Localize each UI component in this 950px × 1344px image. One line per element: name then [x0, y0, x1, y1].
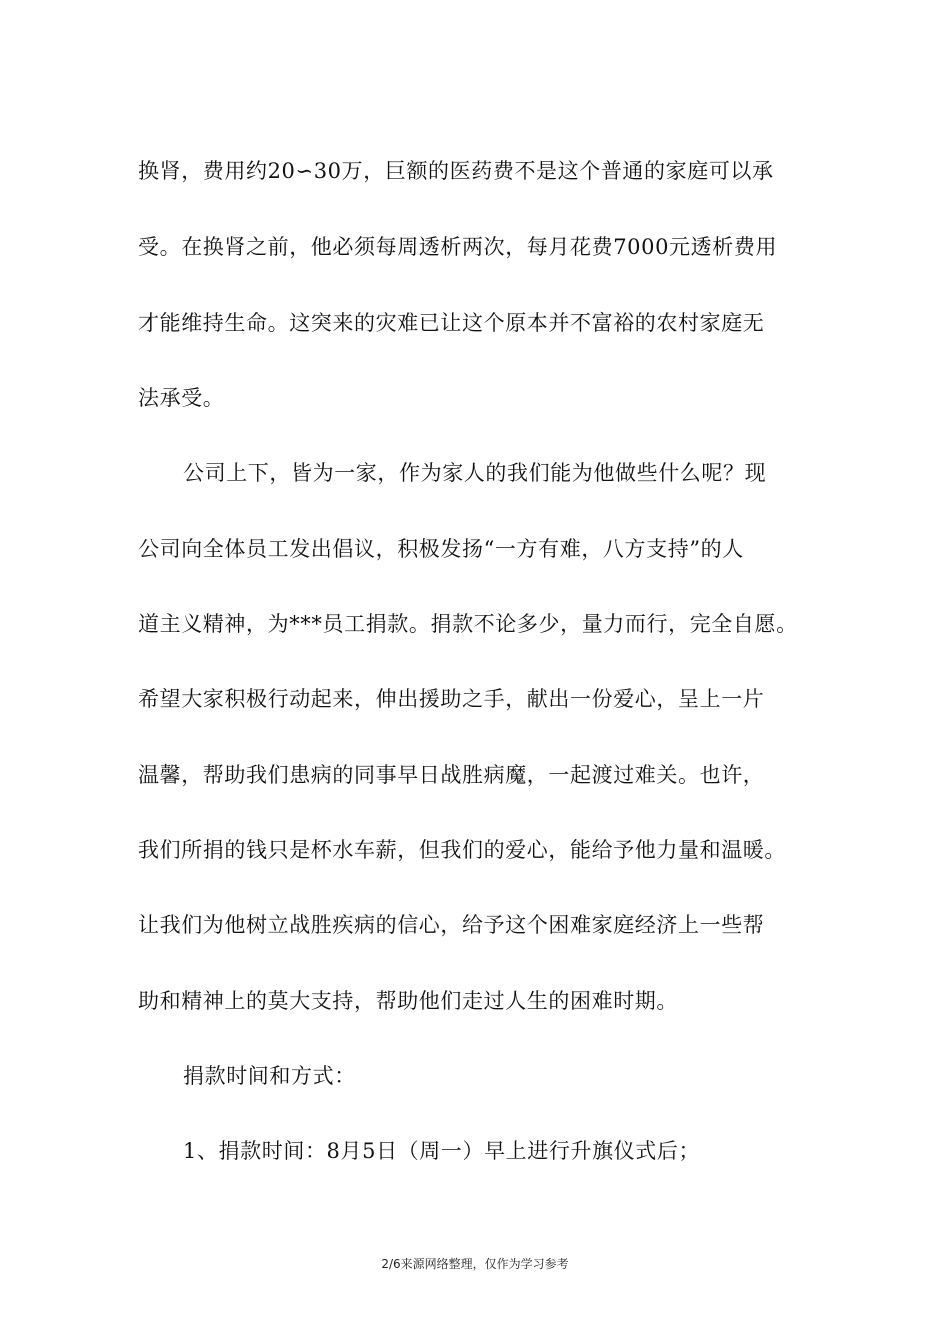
body-text-line: 我们所捐的钱只是杯水车薪，但我们的爱心，能给予他力量和温暖。 [138, 838, 786, 862]
list-item: 1、捐款时间：8月5日（周一）早上进行升旗仪式后； [183, 1139, 701, 1163]
body-text-line: 换肾，费用约20∽30万，巨额的医药费不是这个普通的家庭可以承 [138, 159, 774, 183]
body-text-line: 才能维持生命。这突来的灾难已让这个原本并不富裕的农村家庭无 [138, 311, 765, 335]
body-text-line: 受。在换肾之前，他必须每周透析两次，每月花费7000元透析费用 [138, 235, 778, 259]
body-text-line: 道主义精神，为***员工捐款。捐款不论多少，量力而行，完全自愿。 [138, 612, 798, 636]
body-text-line: 助和精神上的莫大支持，帮助他们走过人生的困难时期。 [138, 989, 678, 1013]
body-text-line: 温馨，帮助我们患病的同事早日战胜病魔，一起渡过难关。也许， [138, 763, 765, 787]
section-heading: 捐款时间和方式： [183, 1064, 356, 1088]
page-footer: 2/6来源网络整理，仅作为学习参考 [381, 1257, 569, 1271]
body-text-line: 公司上下，皆为一家，作为家人的我们能为他做些什么呢？现 [183, 461, 767, 485]
body-text-line: 让我们为他树立战胜疾病的信心，给予这个困难家庭经济上一些帮 [138, 913, 765, 937]
body-text-line: 公司向全体员工发出倡议，积极发扬“一方有难，八方支持”的人 [138, 537, 744, 561]
body-text-line: 希望大家积极行动起来，伸出援助之手，献出一份爱心，呈上一片 [138, 687, 765, 711]
body-text-line: 法承受。 [138, 386, 225, 410]
